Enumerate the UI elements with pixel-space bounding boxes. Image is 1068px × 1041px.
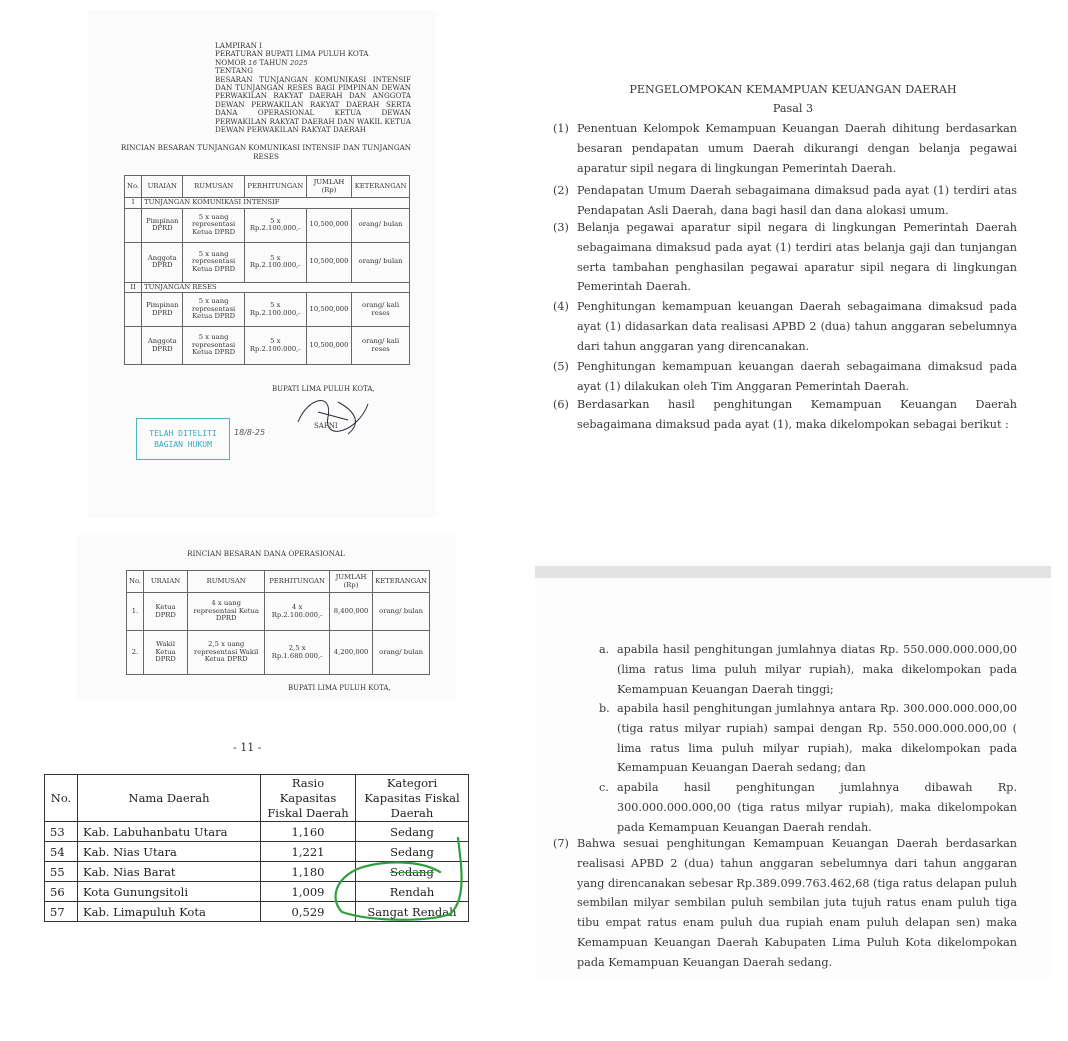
cell-rasio: 1,180 (261, 862, 356, 882)
section-row (125, 282, 410, 293)
cell-ket: orang/ bulan (352, 242, 410, 282)
item-a (599, 640, 1017, 699)
clause-num: (4) (553, 300, 569, 313)
item-text: apabila hasil penghitungan jumlahnya dibawah Rp. 300.000.000.000,00 (tiga ratus milyar rupiah), maka dikelompokan pada Kemampuan Keuangan Daerah rendah. (617, 781, 1017, 834)
clause-6 (553, 395, 1017, 435)
table-row (125, 208, 410, 242)
cell-rasio: 1,160 (261, 822, 356, 842)
cell-no: 53 (45, 822, 78, 842)
cell-uraian: Ketua DPRD (144, 593, 188, 631)
cell-jumlah: 8,400,000 (329, 593, 372, 631)
table-row (125, 293, 410, 327)
fiscal-capacity-table-crop (40, 770, 470, 925)
tunjangan-table (124, 175, 410, 365)
stamp-date: 18/8-25 (234, 428, 266, 437)
page-separator (535, 566, 1051, 578)
signer-name: SAFNI (314, 422, 338, 430)
verification-stamp (136, 418, 230, 460)
item-b (599, 699, 1017, 778)
cell-rumusan: 5 x uang representasi Ketua DPRD (183, 293, 244, 327)
col-keterangan: KETERANGAN (352, 176, 410, 198)
cell-rumusan: 5 x uang representasi Ketua DPRD (183, 208, 244, 242)
clause-text: Pendapatan Umum Daerah sebagaimana dimaksud pada ayat (1) terdiri atas Pendapatan Asli Daerah, dana bagi hasil dan dana alokasi umum. (577, 184, 1017, 217)
cell-rumusan: 2,5 x uang representasi Wakil Ketua DPRD (188, 631, 265, 675)
cell-rasio: 1,221 (261, 842, 356, 862)
cell-no: 57 (45, 902, 78, 922)
item-num: b. (599, 702, 610, 715)
section-label: TUNJANGAN RESES (142, 282, 410, 293)
cell-no: 56 (45, 882, 78, 902)
dana-operasional-page (76, 535, 456, 700)
stamp-line1: TELAH DITELITI (149, 429, 217, 438)
tentang-label: TENTANG (215, 66, 253, 76)
cell-kategori: Sedang (356, 822, 469, 842)
nomor-label: NOMOR (215, 57, 246, 67)
signer-title-2: BUPATI LIMA PULUH KOTA, (288, 684, 391, 692)
table-row (125, 242, 410, 282)
col-nama-daerah: Nama Daerah (78, 775, 261, 822)
table-row (125, 327, 410, 365)
pasal-heading: Pasal 3 (772, 102, 814, 115)
clause-num: (7) (553, 837, 569, 850)
stamp-line2: BAGIAN HUKUM (154, 440, 212, 449)
cell-uraian: Anggota DPRD (142, 242, 183, 282)
cell-nama: Kab. Labuhanbatu Utara (78, 822, 261, 842)
cell-jumlah: 10,500,000 (306, 327, 351, 365)
item-text: apabila hasil penghitungan jumlahnya antara Rp. 300.000.000.000,00 (tiga ratus milyar rupiah) sampai dengan Rp. 550.000.000.000,00 ( lima ratus lima puluh milyar rupiah), maka dikelompokan pada Kemampuan Keuangan Daerah sedang; dan (617, 702, 1017, 775)
clause-text: Penghitungan kemampuan keuangan daerah sebagaimana dimaksud pada ayat (1) dilakukan oleh Tim Anggaran Pemerintah Daerah. (577, 360, 1017, 393)
page-number: - 11 - (233, 741, 262, 754)
cell-no: 55 (45, 862, 78, 882)
cell-rasio: 0,529 (261, 902, 356, 922)
signer-title: BUPATI LIMA PULUH KOTA, (272, 385, 375, 393)
col-jumlah: JUMLAH (Rp) (306, 176, 351, 198)
clause-2 (553, 181, 1017, 221)
pasal3-continuation-page (535, 560, 1051, 978)
cell-jumlah: 10,500,000 (306, 293, 351, 327)
cell-jumlah: 4,200,000 (329, 631, 372, 675)
clause-5 (553, 357, 1017, 397)
cell-rumusan: 4 x uang representasi Ketua DPRD (188, 593, 265, 631)
table1-title: RINCIAN BESARAN TUNJANGAN KOMUNIKASI INTENSIF DAN TUNJANGAN RESES (120, 143, 412, 161)
item-c (599, 778, 1017, 837)
col-no: No. (125, 176, 142, 198)
col-uraian: URAIAN (144, 571, 188, 593)
cell-nama: Kab. Nias Barat (78, 862, 261, 882)
col-kategori: Kategori Kapasitas Fiskal Daerah (356, 775, 469, 822)
cell-kategori: Sangat Rendah (356, 902, 469, 922)
clause-1 (553, 119, 1017, 178)
col-uraian: URAIAN (142, 176, 183, 198)
table2-title: RINCIAN BESARAN DANA OPERASIONAL (187, 549, 345, 558)
section-row (125, 198, 410, 209)
cell-nama: Kota Gunungsitoli (78, 882, 261, 902)
signature-scribble (288, 392, 378, 442)
clause-text: Penentuan Kelompok Kemampuan Keuangan Daerah dihitung berdasarkan besaran pendapatan umum Daerah dikurangi dengan belanja pegawai aparatur sipil negara di lingkungan Pemerintah Daerah. (577, 122, 1017, 175)
clause-num: (6) (553, 398, 569, 411)
table-row (127, 631, 430, 675)
cell-ket: orang/ bulan (373, 593, 430, 631)
clause-text: Berdasarkan hasil penghitungan Kemampuan Keuangan Daerah sebagaimana dimaksud pada ayat (1), maka dikelompokan sebagai berikut : (577, 398, 1017, 431)
table-row (127, 593, 430, 631)
item-num: a. (599, 643, 610, 656)
tahun-handwritten: 2025 (289, 58, 308, 67)
cell-ket: orang/ kali reses (352, 293, 410, 327)
lampiran-header (215, 42, 411, 134)
cell-kategori: Sedang (356, 862, 469, 882)
col-rumusan: RUMUSAN (183, 176, 244, 198)
clause-text: Bahwa sesuai penghitungan Kemampuan Keuangan Daerah berdasarkan realisasi APBD 2 (dua) tahun anggaran sebelumnya dari tahun anggaran yang direncanakan sebesar Rp.389.099.763.462,68 (tiga ratus delapan puluh sembilan milyar sembilan puluh sembilan juta tujuh ratus enam puluh tiga tibu empat ratus enam puluh dua rupiah enam puluh delapan sen) maka Kemampuan Keuangan Daerah Kabupaten Lima Puluh Kota dikelompokan pada Kemampuan Keuangan Daerah sedang. (577, 837, 1017, 969)
clause-num: (2) (553, 184, 569, 197)
item-text: apabila hasil penghitungan jumlahnya diatas Rp. 550.000.000.000,00 (lima ratus lima puluh milyar rupiah), maka dikelompokan pada Kemampuan Keuangan Daerah tinggi; (617, 643, 1017, 696)
cell-perhitungan: 5 x Rp.2.100.000,- (244, 242, 306, 282)
cell-uraian: Pimpinan DPRD (142, 208, 183, 242)
cell-perhitungan: 5 x Rp.2.100.000,- (244, 208, 306, 242)
col-no: No. (45, 775, 78, 822)
col-rumusan: RUMUSAN (188, 571, 265, 593)
cell-ket: orang/ kali reses (352, 327, 410, 365)
col-keterangan: KETERANGAN (373, 571, 430, 593)
clause-7 (553, 834, 1017, 973)
section-no: I (125, 198, 142, 209)
cell-rasio: 1,009 (261, 882, 356, 902)
cell-uraian: Wakil Ketua DPRD (144, 631, 188, 675)
clause-num: (3) (553, 221, 569, 234)
col-perhitungan: PERHITUNGAN (244, 176, 306, 198)
cell-nama: Kab. Limapuluh Kota (78, 902, 261, 922)
clause-num: (1) (553, 122, 569, 135)
cell-perhitungan: 2,5 x Rp.1.680.000,- (265, 631, 330, 675)
clause-3 (553, 218, 1017, 297)
green-pen-annotation (330, 830, 470, 925)
cell-no: 2. (127, 631, 144, 675)
clause-text: Belanja pegawai aparatur sipil negara di lingkungan Pemerintah Daerah sebagaimana dimaksud pada ayat (1) terdiri atas belanja gaji dan tunjangan serta tambahan penghasilan pegawai aparatur sipil negara di lingkungan Pemerintah Daerah. (577, 221, 1017, 294)
clause-text: Penghitungan kemampuan keuangan Daerah sebagaimana dimaksud pada ayat (1) didasarkan data realisasi APBD 2 (dua) tahun anggaran sebelumnya dari tahun anggaran yang direncanakan. (577, 300, 1017, 353)
lampiran-label: LAMPIRAN I (215, 41, 263, 50)
chapter-title: PENGELOMPOKAN KEMAMPUAN KEUANGAN DAERAH (629, 83, 957, 96)
cell-jumlah: 10,500,000 (306, 208, 351, 242)
cell-no: 54 (45, 842, 78, 862)
col-no: No. (127, 571, 144, 593)
section-no: II (125, 282, 142, 293)
clause-4 (553, 297, 1017, 356)
clause-num: (5) (553, 360, 569, 373)
cell-nama: Kab. Nias Utara (78, 842, 261, 862)
item-num: c. (599, 781, 609, 794)
peraturan-label: PERATURAN BUPATI LIMA PULUH KOTA (215, 49, 369, 59)
tahun-label: TAHUN (259, 57, 288, 67)
dana-operasional-table (126, 570, 430, 675)
cell-rumusan: 5 x uang representasi Ketua DPRD (183, 242, 244, 282)
cell-uraian: Pimpinan DPRD (142, 293, 183, 327)
pasal3-page (535, 40, 1051, 520)
cell-perhitungan: 5 x Rp.2.100.000,- (244, 327, 306, 365)
section-label: TUNJANGAN KOMUNIKASI INTENSIF (142, 198, 410, 209)
col-perhitungan: PERHITUNGAN (265, 571, 330, 593)
col-jumlah: JUMLAH (Rp) (329, 571, 372, 593)
cell-no: 1. (127, 593, 144, 631)
nomor-handwritten: 16 (248, 58, 258, 67)
cell-kategori: Rendah (356, 882, 469, 902)
col-rasio: Rasio Kapasitas Fiskal Daerah (261, 775, 356, 822)
tentang-text: BESARAN TUNJANGAN KOMUNIKASI INTENSIF DAN TUNJANGAN RESES BAGI PIMPINAN DEWAN PERWAKILAN RAKYAT DAERAH DAN ANGGOTA DEWAN PERWAKILAN RAKYAT DAERAH SERTA DANA OPERASIONAL KETUA DEWAN PERWAKILAN RAKYAT DAERAH DAN WAKIL KETUA DEWAN PERWAKILAN RAKYAT DAERAH (215, 74, 411, 135)
cell-jumlah: 10,500,000 (306, 242, 351, 282)
lampiran-page (88, 10, 436, 518)
cell-kategori: Sedang (356, 842, 469, 862)
cell-ket: orang/ bulan (373, 631, 430, 675)
cell-rumusan: 5 x uang representasi Ketua DPRD (183, 327, 244, 365)
cell-uraian: Anggota DPRD (142, 327, 183, 365)
cell-ket: orang/ bulan (352, 208, 410, 242)
cell-perhitungan: 4 x Rp.2.100.000,- (265, 593, 330, 631)
cell-perhitungan: 5 x Rp.2.100.000,- (244, 293, 306, 327)
